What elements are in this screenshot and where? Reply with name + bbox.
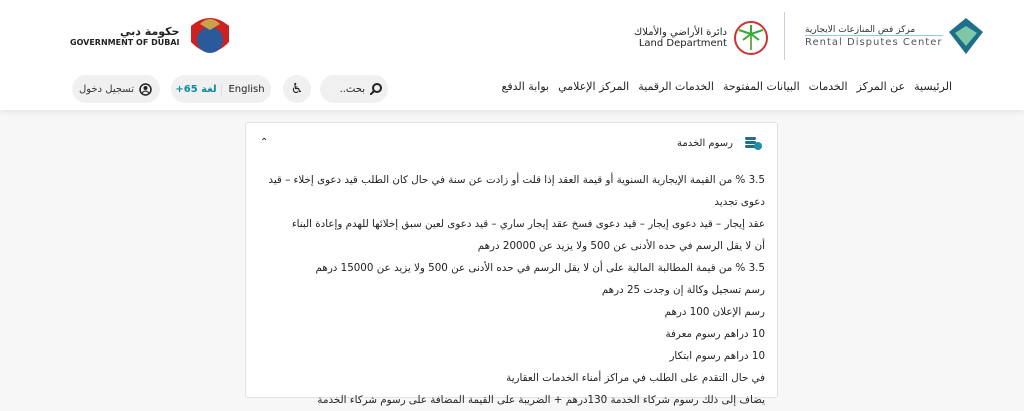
language-switcher <box>171 75 271 103</box>
fee-line: أن لا يقل الرسم في حده الأدنى عن 500 ولا يزيد عن 20000 درهم <box>477 240 765 252</box>
service-fees-title: رسوم الخدمة <box>677 137 733 149</box>
rdc-logo-ar: مركز فض المنازعات الايجارية <box>805 24 916 35</box>
ld-logo-ar: دائرة الأراضي والأملاك <box>634 27 727 38</box>
nav-payment-gateway[interactable]: بوابة الدفع <box>501 80 550 93</box>
search-placeholder: بحث.. <box>339 83 365 95</box>
ld-logo-en: Land Department <box>638 38 727 49</box>
fee-line: يضاف إلى ذلك رسوم شركاء الخدمة 130درهم + الضريبة على القيمة المضافة على رسوم شركاء الخدمة <box>317 394 765 406</box>
dubai-emblem-icon <box>185 12 235 60</box>
rdc-emblem-icon <box>949 18 983 54</box>
government-of-dubai-logo[interactable] <box>70 12 235 60</box>
nav-about[interactable]: عن المركز <box>856 80 906 93</box>
user-circle-icon <box>139 83 152 96</box>
coins-icon <box>743 135 763 151</box>
fees-list <box>255 169 765 411</box>
nav-digital-services[interactable]: الخدمات الرقمية <box>638 80 714 93</box>
gov-logo-en: GOVERNMENT OF DUBAI <box>70 38 180 47</box>
fee-line: رسم الإعلان 100 درهم <box>664 306 765 318</box>
english-button[interactable]: English <box>221 84 271 95</box>
login-label: تسجيل دخول <box>79 83 134 95</box>
gov-logo-ar: حكومة دبي <box>120 25 180 38</box>
search-icon <box>370 83 382 95</box>
fee-line: عقد إيجار – قيد دعوى إيجار – قيد دعوى فسخ عقد إيجار ساري – قيد دعوى لعين سبق إخلائها للهدم وإعادة البناء <box>291 218 765 230</box>
nav-open-data[interactable]: البيانات المفتوحة <box>722 80 800 93</box>
header <box>0 0 1024 110</box>
chevron-up-icon[interactable]: ⌃ <box>260 137 269 148</box>
logo-divider <box>784 12 785 60</box>
rdc-logo-en: Rental Disputes Center <box>805 36 943 48</box>
rental-disputes-center-logo[interactable] <box>805 18 983 54</box>
fee-line: 10 دراهم رسوم ابتكار <box>669 350 765 362</box>
fee-line: رسم تسجيل وكالة إن وجدت 25 درهم <box>601 284 765 296</box>
fee-line: 3.5 % من قيمة المطالبة المالية على أن لا يقل الرسم في حده الأدنى عن 500 ولا يزيد عن 15000 درهم <box>315 262 765 274</box>
accessibility-button[interactable] <box>283 75 311 103</box>
search-input[interactable] <box>320 75 388 103</box>
nav-services[interactable]: الخدمات <box>808 80 848 93</box>
fee-line: 10 دراهم رسوم معرفة <box>665 328 765 340</box>
main-nav <box>502 80 952 93</box>
service-fees-panel <box>245 122 778 406</box>
land-department-logo[interactable] <box>634 20 769 56</box>
palm-tree-icon <box>733 20 769 56</box>
nav-home[interactable]: الرئيسية <box>914 80 952 93</box>
more-languages-button[interactable]: +65 لغة <box>175 83 217 95</box>
fee-line: 3.5 % من القيمة الإيجارية السنوية أو قيمة العقد إذا قلت أو زادت عن سنة في حال كان الطلب قيد دعوى إخلاء – قيد دعوى تجديد <box>268 174 765 208</box>
login-button[interactable] <box>72 75 160 103</box>
wheelchair-icon: ♿ <box>290 81 304 97</box>
fee-line: في حال التقدم على الطلب في مراكز أمناء الخدمات العقارية <box>506 372 765 384</box>
nav-media-center[interactable]: المركز الإعلامي <box>558 80 630 93</box>
service-fees-header[interactable] <box>677 135 763 151</box>
